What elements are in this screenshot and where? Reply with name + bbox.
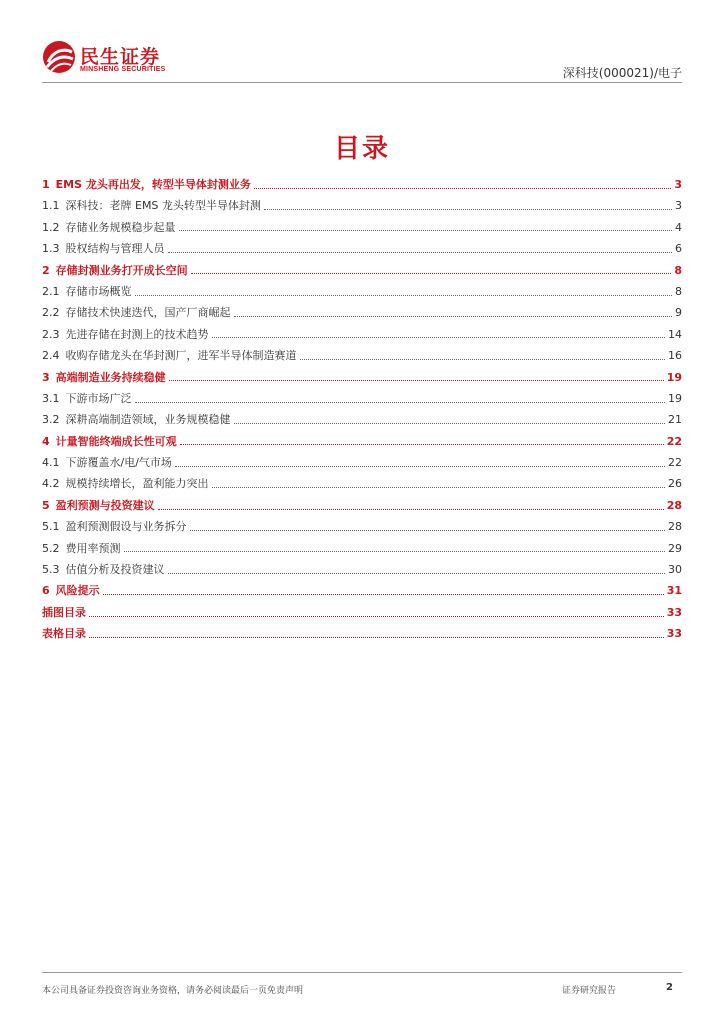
- toc-dot-leader: [135, 294, 673, 296]
- toc-entry-text: 规模持续增长，盈利能力突出: [65, 477, 209, 491]
- toc-dot-leader: [190, 529, 666, 531]
- toc-entry-label: [42, 409, 231, 430]
- toc-entry[interactable]: [42, 473, 682, 494]
- toc-entry-number: 3: [42, 370, 50, 384]
- toc-entry-text: 计量智能终端成长性可观: [55, 434, 177, 448]
- toc-dot-leader: [264, 208, 672, 210]
- toc-entry-text: 下游市场广泛: [65, 391, 132, 405]
- page-header: [0, 0, 724, 88]
- toc-entry-label: [42, 174, 251, 195]
- toc-dot-leader: [103, 593, 664, 595]
- toc-entry[interactable]: [42, 409, 682, 430]
- toc-entry-label: [42, 281, 132, 302]
- toc-entry-text: 盈利预测与投资建议: [55, 498, 155, 512]
- toc-entry-text: 高端制造业务持续稳健: [55, 370, 166, 384]
- toc-entry-page: 29: [668, 541, 682, 555]
- toc-entry[interactable]: [42, 388, 682, 409]
- toc-entry-label: [42, 238, 165, 259]
- toc-entry-page: 28: [668, 520, 682, 534]
- toc-entry-text: EMS 龙头再出发，转型半导体封测业务: [55, 178, 251, 191]
- toc-dot-leader: [124, 550, 666, 552]
- toc-entry-text: 存储市场概览: [65, 284, 132, 298]
- toc-entry-label: [42, 473, 209, 494]
- toc-entry-number: 1.1: [42, 199, 60, 213]
- toc-entry[interactable]: [42, 495, 682, 516]
- toc-dot-leader: [234, 315, 673, 317]
- toc-dot-leader: [169, 379, 664, 381]
- toc-entry[interactable]: [42, 516, 682, 537]
- toc-entry-page: 3: [675, 199, 682, 213]
- minsheng-logo-icon: [42, 40, 76, 74]
- toc-entry-number: 5.2: [42, 541, 60, 555]
- toc-entry[interactable]: [42, 452, 682, 473]
- table-of-contents: [42, 174, 682, 645]
- toc-entry-number: 2.4: [42, 349, 60, 363]
- toc-entry-page: 22: [668, 456, 682, 470]
- toc-entry-page: 21: [668, 413, 682, 427]
- toc-dot-leader: [179, 229, 673, 231]
- toc-entry-page: 19: [666, 370, 682, 384]
- toc-entry-number: 5: [42, 498, 50, 512]
- toc-entry-number: 1.2: [42, 220, 60, 234]
- toc-entry-text: 存储业务规模稳步起量: [65, 220, 176, 234]
- toc-entry[interactable]: [42, 345, 682, 366]
- toc-entry[interactable]: [42, 431, 682, 452]
- toc-entry-text: 盈利预测假设与业务拆分: [65, 520, 187, 534]
- toc-dot-leader: [212, 486, 666, 488]
- toc-dot-leader: [89, 615, 664, 617]
- toc-entry-page: 31: [666, 584, 682, 598]
- toc-entry-number: 3.2: [42, 413, 60, 427]
- toc-entry[interactable]: [42, 623, 682, 644]
- toc-entry-label: [42, 260, 188, 281]
- toc-entry-number: 5.1: [42, 520, 60, 534]
- toc-entry-number: 4: [42, 434, 50, 448]
- toc-entry[interactable]: [42, 559, 682, 580]
- toc-entry-label: [42, 195, 261, 216]
- stock-label: 深科技(000021)/电子: [562, 66, 682, 80]
- toc-entry-label: [42, 623, 86, 644]
- toc-entry-label: [42, 580, 100, 601]
- toc-entry-text: 收购存储龙头在华封测厂，进军半导体制造赛道: [65, 349, 297, 363]
- toc-entry-label: [42, 217, 176, 238]
- toc-entry-page: 16: [668, 349, 682, 363]
- toc-dot-leader: [180, 443, 664, 445]
- logo-english-name: MINSHENG SECURITIES: [80, 66, 166, 73]
- toc-dot-leader: [175, 465, 665, 467]
- toc-entry-label: [42, 388, 132, 409]
- toc-entry-number: 2.1: [42, 284, 60, 298]
- toc-entry[interactable]: [42, 195, 682, 216]
- toc-entry-number: 2.3: [42, 327, 60, 341]
- toc-entry-number: 5.3: [42, 563, 60, 577]
- toc-entry[interactable]: [42, 217, 682, 238]
- toc-entry-text: 深耕高端制造领域，业务规模稳健: [65, 413, 231, 427]
- toc-entry-number: 1.3: [42, 242, 60, 256]
- footer-disclaimer: 本公司具备证券投资咨询业务资格，请务必阅读最后一页免责声明: [42, 986, 304, 996]
- toc-entry[interactable]: [42, 602, 682, 623]
- toc-entry-number: 4.2: [42, 477, 60, 491]
- toc-entry-page: 30: [668, 563, 682, 577]
- toc-entry-number: 2.2: [42, 306, 60, 320]
- logo-chinese-name: 民生证券: [80, 46, 161, 68]
- footer-report-type: 证券研究报告: [562, 986, 617, 996]
- toc-dot-leader: [300, 358, 666, 360]
- toc-entry[interactable]: [42, 281, 682, 302]
- toc-entry-page: 26: [668, 477, 682, 491]
- toc-dot-leader: [158, 508, 664, 510]
- toc-entry-text: 深科技：老牌 EMS 龙头转型半导体封测: [65, 199, 261, 213]
- toc-entry-text: 存储封测业务打开成长空间: [55, 263, 188, 277]
- toc-entry-page: 14: [668, 327, 682, 341]
- toc-entry-number: 2: [42, 263, 50, 277]
- footer-page-number: 2: [666, 982, 673, 993]
- toc-entry[interactable]: [42, 302, 682, 323]
- toc-entry-text: 插图目录: [42, 605, 86, 619]
- toc-entry-text: 下游覆盖水/电/气市场: [65, 456, 172, 470]
- company-logo: [42, 40, 182, 76]
- toc-entry[interactable]: [42, 238, 682, 259]
- header-divider: [42, 82, 682, 83]
- toc-entry-number: 1: [42, 178, 50, 191]
- toc-entry-label: [42, 538, 121, 559]
- toc-entry[interactable]: [42, 538, 682, 559]
- toc-entry-label: [42, 559, 165, 580]
- toc-entry-page: 8: [674, 263, 682, 277]
- toc-entry-page: 28: [666, 498, 682, 512]
- toc-entry-text: 费用率预测: [65, 541, 121, 555]
- toc-dot-leader: [89, 636, 664, 638]
- toc-entry-text: 估值分析及投资建议: [65, 563, 165, 577]
- toc-entry[interactable]: [42, 324, 682, 345]
- toc-dot-leader: [191, 272, 672, 274]
- toc-entry[interactable]: [42, 260, 682, 281]
- toc-dot-leader: [135, 401, 666, 403]
- toc-entry-label: [42, 367, 166, 388]
- toc-entry[interactable]: [42, 174, 682, 195]
- toc-entry-label: [42, 324, 209, 345]
- toc-entry-label: [42, 495, 155, 516]
- toc-entry-page: 6: [675, 242, 682, 256]
- toc-entry-label: [42, 345, 297, 366]
- toc-entry-page: 19: [668, 391, 682, 405]
- toc-dot-leader: [168, 251, 673, 253]
- toc-dot-leader: [212, 336, 666, 338]
- toc-entry[interactable]: [42, 367, 682, 388]
- toc-entry-text: 风险提示: [55, 584, 100, 598]
- toc-entry-label: [42, 431, 177, 452]
- toc-entry-label: [42, 302, 231, 323]
- toc-dot-leader: [168, 572, 666, 574]
- toc-entry-label: [42, 516, 187, 537]
- toc-entry-label: [42, 452, 172, 473]
- toc-entry-page: 33: [666, 627, 682, 641]
- toc-dot-leader: [234, 422, 666, 424]
- toc-entry-text: 存储技术快速迭代，国产厂商崛起: [65, 306, 231, 320]
- toc-entry-page: 3: [674, 178, 682, 191]
- toc-entry-text: 先进存储在封测上的技术趋势: [65, 327, 209, 341]
- toc-entry-label: [42, 602, 86, 623]
- toc-entry-page: 9: [675, 306, 682, 320]
- toc-entry-number: 6: [42, 584, 50, 598]
- toc-entry-page: 4: [675, 220, 682, 234]
- toc-entry-page: 8: [675, 284, 682, 298]
- toc-entry-text: 股权结构与管理人员: [65, 242, 165, 256]
- toc-entry-number: 3.1: [42, 391, 60, 405]
- toc-entry-number: 4.1: [42, 456, 60, 470]
- toc-entry-text: 表格目录: [42, 627, 86, 641]
- toc-entry-page: 22: [666, 434, 682, 448]
- footer-divider: [42, 972, 682, 973]
- toc-entry[interactable]: [42, 580, 682, 601]
- toc-dot-leader: [254, 187, 671, 189]
- page-title: 目录: [333, 134, 390, 164]
- toc-entry-page: 33: [666, 605, 682, 619]
